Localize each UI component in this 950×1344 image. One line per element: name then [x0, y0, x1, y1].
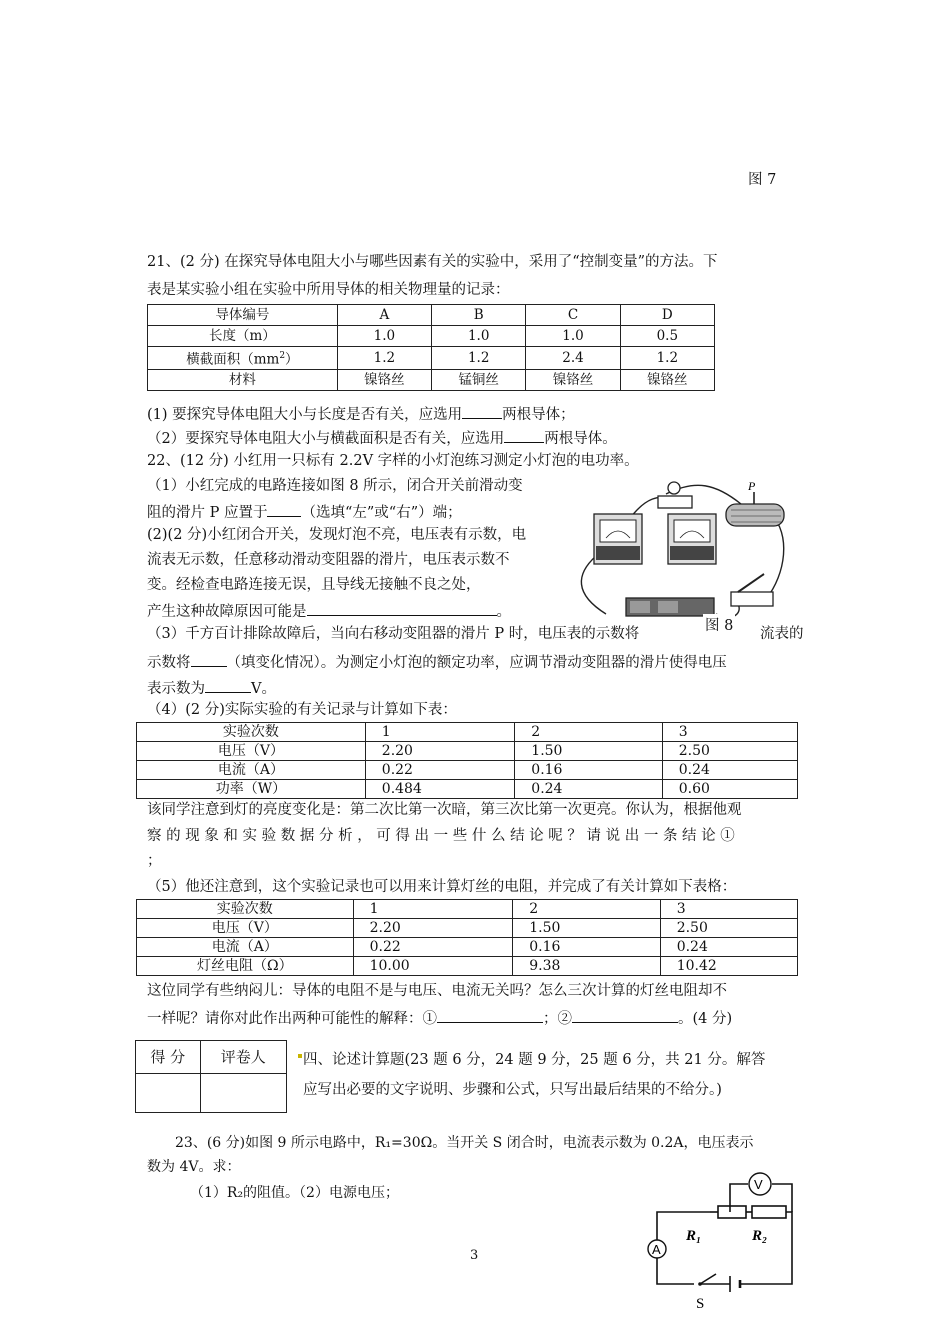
- table-header: 2: [513, 900, 660, 919]
- q22-title: 22、(12 分) 小红用一只标有 2.2V 字样的小灯泡练习测定小灯泡的电功率。: [147, 453, 639, 469]
- q22-p4-line-3: ；: [147, 853, 162, 869]
- answer-blank[interactable]: [437, 1006, 543, 1023]
- table-cell: 2.20: [353, 919, 513, 938]
- voltmeter-label: V: [754, 1177, 763, 1192]
- q22-p2-line-1: (2)(2 分)小红闭合开关，发现灯泡不亮，电压表有示数，电: [147, 527, 527, 543]
- text: 表示数为: [147, 681, 205, 697]
- table-cell: 电流（A）: [137, 761, 366, 780]
- table-row: [137, 900, 798, 919]
- table-cell: 0.16: [515, 761, 662, 780]
- table-header: 实验次数: [137, 723, 366, 742]
- figure-8-label: 图 8: [703, 614, 735, 635]
- table-cell: 2.4: [526, 347, 620, 370]
- q22-p3-line-3: [147, 676, 276, 699]
- table-cell: 1.0: [526, 326, 620, 347]
- q23-line-3: （1）R₂的阻值。（2）电源电压；: [190, 1185, 399, 1201]
- table-header: 2: [515, 723, 662, 742]
- page-number: 3: [470, 1248, 479, 1263]
- table-header: A: [337, 305, 431, 326]
- q22-p2-line-2: 流表无示数，任意移动滑动变阻器的滑片，电压表示数不: [147, 552, 510, 568]
- q22-p3-line-1-end: 流表的: [760, 626, 804, 642]
- meter-left-icon: [594, 514, 642, 564]
- text: ；②: [543, 1011, 572, 1027]
- table-cell: 0.16: [513, 938, 660, 957]
- table-header: 实验次数: [137, 900, 354, 919]
- q23-line-1: 23、(6 分)如图 9 所示电路中，R₁=30Ω。当开关 S 闭合时，电流表示数为 0.2A，电压表示: [175, 1135, 754, 1151]
- q22-p1-line-1: （1）小红完成的电路连接如图 8 所示，闭合开关前滑动变: [147, 478, 523, 494]
- section-4-line-1: 四、论述计算题(23 题 6 分，24 题 9 分，25 题 6 分，共 21 分。解答: [303, 1052, 766, 1068]
- q22-p3-line-1: [147, 624, 639, 644]
- table-cell: 材料: [148, 369, 338, 390]
- table-cell: 0.60: [662, 780, 797, 799]
- table-row: [137, 938, 798, 957]
- table-header: 1: [365, 723, 514, 742]
- table-cell: 1.2: [620, 347, 714, 370]
- q22-p4-line-1: 该同学注意到灯的亮度变化是：第二次比第一次暗，第三次比第一次更亮。你认为，根据他观: [147, 802, 742, 818]
- table-cell: 2.50: [660, 919, 797, 938]
- answer-blank[interactable]: [307, 599, 497, 616]
- table-cell: 10.00: [353, 957, 513, 976]
- cell-text: ）: [285, 351, 299, 368]
- answer-blank[interactable]: [205, 676, 251, 693]
- text: 阻的滑片 P 应置于: [147, 505, 268, 521]
- q21-conductor-table: [147, 304, 715, 391]
- text: 产生这种故障原因可能是: [147, 604, 307, 620]
- q22-p2-line-3: 变。经检查电路连接无误，且导线无接触不良之处，: [147, 577, 481, 593]
- table-cell: 镍铬丝: [526, 369, 620, 390]
- r1-label: R₁: [686, 1228, 702, 1244]
- q22-p1-line-2: [147, 500, 462, 523]
- table-row: [137, 780, 798, 799]
- table-cell: 功率（W）: [137, 780, 366, 799]
- table-cell: 1.2: [432, 347, 526, 370]
- table-cell: 电压（V）: [137, 919, 354, 938]
- table-cell: 1.0: [337, 326, 431, 347]
- text: 两根导体；: [502, 407, 575, 423]
- section-4-line-2: 应写出必要的文字说明、步骤和公式，只写出最后结果的不给分。): [303, 1082, 722, 1098]
- table-header: 3: [660, 900, 797, 919]
- table-row: [136, 1074, 287, 1113]
- text: （填变化情况）。为测定小灯泡的额定功率，应调节滑动变阻器的滑片使得电压: [226, 655, 727, 671]
- table-cell: 1.0: [432, 326, 526, 347]
- table-cell: 1.2: [337, 347, 431, 370]
- table-cell: 0.22: [353, 938, 513, 957]
- table-cell: [148, 347, 338, 370]
- answer-blank[interactable]: [572, 1006, 678, 1023]
- table-cell: 灯丝电阻（Ω）: [137, 957, 354, 976]
- table-cell: 电压（V）: [137, 742, 366, 761]
- q22-p4-line-2: 察 的 现 象 和 实 验 数 据 分 析 ， 可 得 出 一 些 什 么 结 论 呢 ？ 请 说 出 一 条 结 论 ①: [147, 828, 735, 844]
- q21-sub-1: [147, 402, 575, 425]
- q21-line-1: 21、(2 分) 在探究导体电阻大小与哪些因素有关的实验中，采用了“控制变量”的方法。下: [147, 254, 718, 270]
- r2-label: R₂: [752, 1228, 768, 1244]
- table-cell: 0.5: [620, 326, 714, 347]
- table-row: [137, 957, 798, 976]
- cell-text: 横截面积（mm: [186, 351, 280, 368]
- score-box: [135, 1040, 287, 1113]
- table-cell: 锰铜丝: [432, 369, 526, 390]
- superscript: 2: [279, 351, 286, 361]
- text: 一样呢？请你对此作出两种可能性的解释：①: [147, 1011, 437, 1027]
- text: (1) 要探究导体电阻大小与长度是否有关，应选用: [147, 407, 463, 423]
- text: V。: [251, 681, 276, 697]
- table-row: [148, 347, 715, 370]
- table-cell: 1.50: [513, 919, 660, 938]
- table-cell: 0.22: [365, 761, 514, 780]
- figure-8-circuit: [566, 474, 806, 634]
- table-cell: 0.484: [365, 780, 514, 799]
- text: （选填“左”或“右”）端；: [301, 505, 462, 521]
- text: 。: [496, 604, 511, 620]
- q22-resistance-table: [136, 899, 798, 976]
- battery-icon: [626, 598, 714, 616]
- q22-power-table: [136, 722, 798, 799]
- q23-line-2: 数为 4V。求：: [147, 1159, 241, 1175]
- table-cell: 电流（A）: [137, 938, 354, 957]
- score-cell[interactable]: [136, 1074, 201, 1113]
- table-row: [148, 326, 715, 347]
- reviewer-label: 评卷人: [200, 1041, 286, 1074]
- text: （2）要探究导体电阻大小与横截面积是否有关，应选用: [147, 431, 505, 447]
- q22-p5-line-1: 这位同学有些纳闷儿：导体的电阻不是与电压、电流无关吗？怎么三次计算的灯丝电阻却不: [147, 983, 727, 999]
- switch-icon: [731, 574, 773, 606]
- answer-blank[interactable]: [267, 500, 301, 517]
- figure-9-circuit: [640, 1164, 810, 1314]
- answer-blank[interactable]: [462, 402, 502, 419]
- table-cell: 0.24: [515, 780, 662, 799]
- table-cell: 镍铬丝: [337, 369, 431, 390]
- q22-p3-line-2: [147, 650, 727, 673]
- table-header: C: [526, 305, 620, 326]
- table-header: 1: [353, 900, 513, 919]
- table-row: [148, 369, 715, 390]
- table-cell: 10.42: [660, 957, 797, 976]
- table-header: D: [620, 305, 714, 326]
- table-cell: 2.20: [365, 742, 514, 761]
- meter-right-icon: [668, 514, 716, 564]
- q21-sub-2: [147, 426, 617, 449]
- text: （3）千方百计排除故障后，当向右移动变阻器的滑片 P 时，电压表的示数将: [147, 626, 640, 642]
- table-cell: 0.24: [662, 761, 797, 780]
- table-header: 导体编号: [148, 305, 338, 326]
- q22-p5-title: （5）他还注意到，这个实验记录也可以用来计算灯丝的电阻，并完成了有关计算如下表格：: [147, 879, 737, 895]
- rheostat-icon: [726, 492, 784, 526]
- switch-label: S: [696, 1296, 705, 1312]
- ammeter-label: A: [652, 1242, 661, 1257]
- table-row: [136, 1041, 287, 1074]
- marker-dot: [298, 1054, 302, 1058]
- table-row: [137, 761, 798, 780]
- q21-line-2: 表是某实验小组在实验中所用导体的相关物理量的记录：: [147, 282, 510, 298]
- answer-blank[interactable]: [191, 650, 227, 667]
- text: 两根导体。: [544, 431, 617, 447]
- table-header: 3: [662, 723, 797, 742]
- slider-p-label: P: [748, 479, 756, 493]
- table-cell: 1.50: [515, 742, 662, 761]
- q22-p2-line-4: [147, 599, 511, 622]
- q22-p4-title: （4）(2 分)实际实验的有关记录与计算如下表：: [147, 702, 457, 718]
- q22-p5-line-2: [147, 1006, 732, 1029]
- table-row: [137, 919, 798, 938]
- table-cell: 长度（m）: [148, 326, 338, 347]
- figure-7-label: 图 7: [748, 172, 777, 188]
- score-label: 得 分: [136, 1041, 201, 1074]
- table-cell: 9.38: [513, 957, 660, 976]
- answer-blank[interactable]: [504, 426, 544, 443]
- table-cell: 0.24: [660, 938, 797, 957]
- text: 示数将: [147, 655, 191, 671]
- reviewer-cell[interactable]: [200, 1074, 286, 1113]
- table-row: [137, 723, 798, 742]
- text: 。(4 分): [678, 1011, 733, 1027]
- table-row: [148, 305, 715, 326]
- table-cell: 2.50: [662, 742, 797, 761]
- table-row: [137, 742, 798, 761]
- table-cell: 镍铬丝: [620, 369, 714, 390]
- table-header: B: [432, 305, 526, 326]
